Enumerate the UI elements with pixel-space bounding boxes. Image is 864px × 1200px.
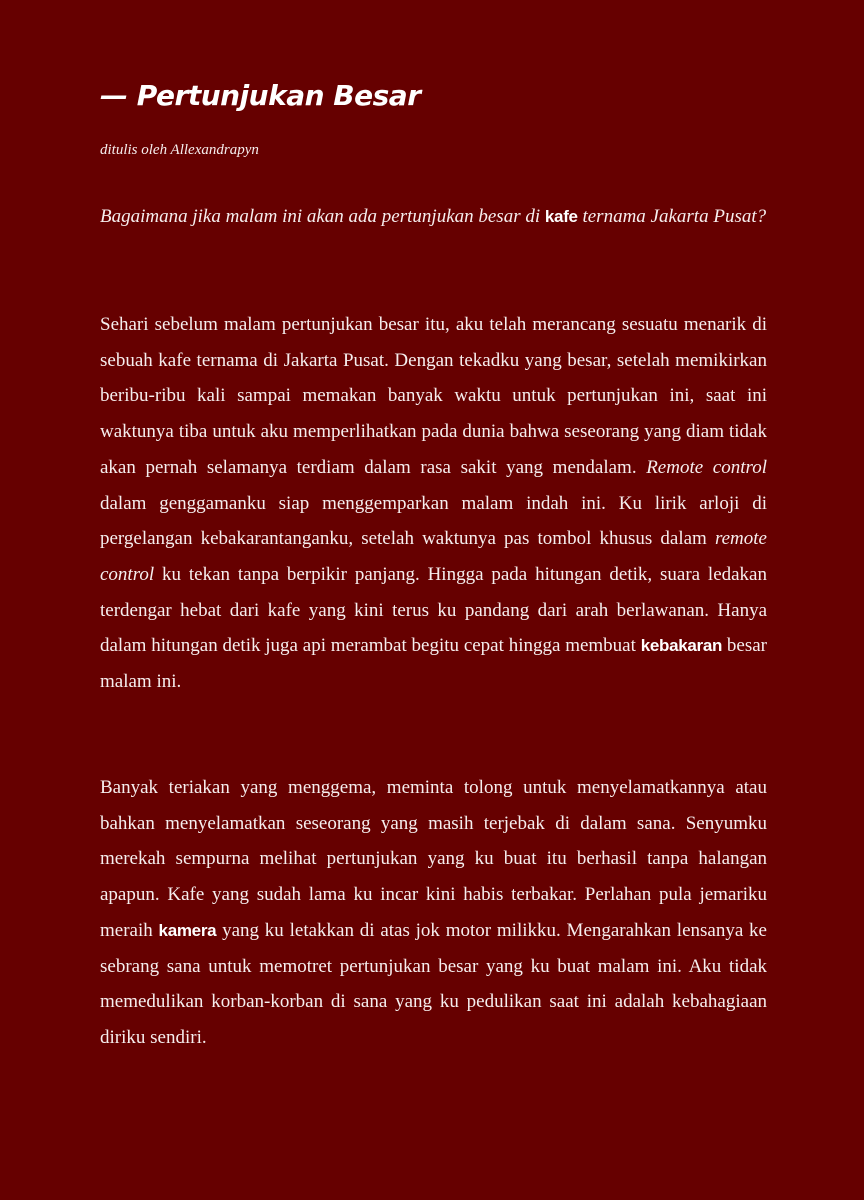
- emphasis-remote-control: Remote control: [646, 456, 767, 478]
- paragraph-2-text-2: yang ku letakkan di atas jok motor milikku. Mengarahkan lensanya ke sebrang sana untuk memotret pertunjukan besar yang ku buat malam ini. Aku tidak memedulikan korban-korban di sana yang ku pedulikan saat ini adalah kebahagiaan diriku sendiri.: [100, 919, 767, 1048]
- lead-text-2: ternama Jakarta Pusat?: [577, 206, 767, 227]
- lead-question: [100, 199, 767, 235]
- paragraph-2: [100, 770, 767, 1056]
- article-title: — Pertunjukan Besar: [100, 79, 421, 112]
- byline: ditulis oleh Allexandrapyn: [100, 142, 259, 158]
- lead-text-1: Bagaimana jika malam ini akan ada pertunjukan besar di: [100, 206, 545, 227]
- keyword-kebakaran: kebakaran: [640, 636, 723, 656]
- paragraph-1-text-1: Sehari sebelum malam pertunjukan besar itu, aku telah merancang sesuatu menarik di sebuah kafe ternama di Jakarta Pusat. Dengan tekadku yang besar, setelah memikirkan beribu-ribu kali sampai memakan banyak waktu untuk pertunjukan ini, saat ini waktunya tiba untuk aku memperlihatkan pada dunia bahwa seseorang yang diam tidak akan pernah selamanya terdiam dalam rasa sakit yang mendalam.: [100, 314, 767, 478]
- paragraph-2-text-1: Banyak teriakan yang menggema, meminta tolong untuk menyelamatkannya atau bahkan menyelamatkan seseorang yang masih terjebak di dalam sana. Senyumku merekah sempurna melihat pertunjukan yang ku buat itu berhasil tanpa halangan apapun. Kafe yang sudah lama ku incar kini habis terbakar. Perlahan pula jemariku meraih: [100, 777, 767, 941]
- paragraph-1-text-2: dalam genggamanku siap menggemparkan malam indah ini. Ku lirik arloji di pergelangan kebakarantanganku, setelah waktunya pas tombol khusus dalam: [100, 492, 767, 550]
- paragraph-1-text-4: besar malam ini.: [100, 635, 767, 693]
- emphasis-remote-control-2: remote control: [100, 528, 767, 585]
- keyword-kamera: kamera: [158, 920, 217, 940]
- paragraph-1: [100, 307, 767, 700]
- paragraph-1-text-3: ku tekan tanpa berpikir panjang. Hingga pada hitungan detik, suara ledakan terdengar hebat dari kafe yang kini terus ku pandang dari arah berlawanan. Hanya dalam hitungan detik juga api merambat begitu cepat hingga membuat: [100, 563, 767, 657]
- keyword-kafe: kafe: [544, 207, 578, 226]
